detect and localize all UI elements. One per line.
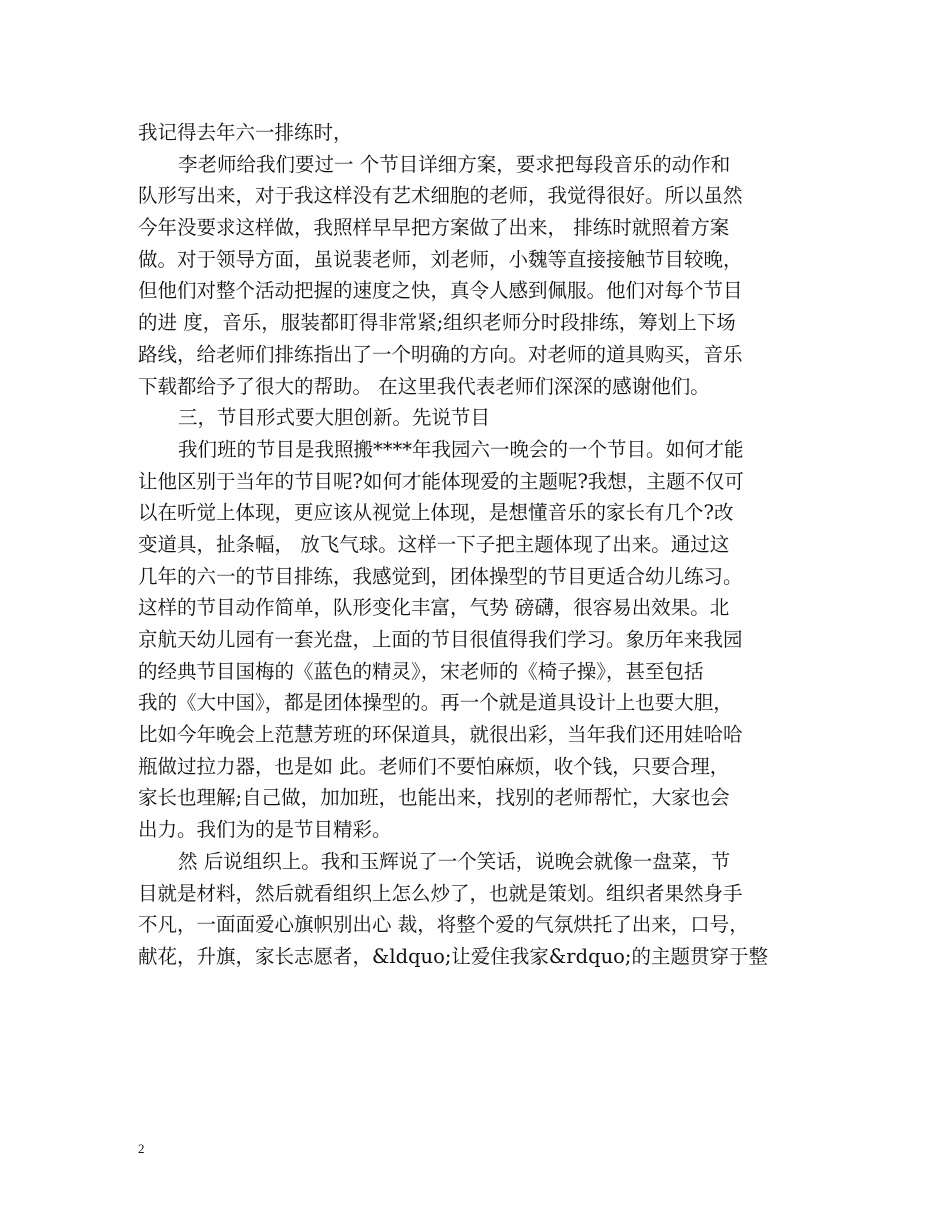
text-line: 今年没要求这样做，我照样早早把方案做了出来， 排练时就照着方案 xyxy=(138,216,730,240)
text-line: 比如今年晚会上范慧芳班的环保道具，就很出彩，当年我们还用娃哈哈 xyxy=(138,723,743,747)
text-line: 变道具，扯条幅， 放飞气球。这样一下子把主题体现了出来。通过这 xyxy=(138,532,730,556)
text-line: 以在听觉上体现，更应该从视觉上体现，是想懂音乐的家长有几个?改 xyxy=(138,501,734,525)
document-body xyxy=(138,117,828,973)
text-line: 出力。我们为的是节目精彩。 xyxy=(138,818,392,842)
text-line: 队形写出来，对于我这样没有艺术细胞的老师，我觉得很好。所以虽然 xyxy=(138,184,743,208)
text-line: 这样的节目动作简单，队形变化丰富，气势 磅礴，很容易出效果。北 xyxy=(138,596,730,620)
text-line: 京航天幼儿园有一套光盘，上面的节目很值得我们学习。象历年来我园 xyxy=(138,628,743,651)
text-line: 的进 度，音乐，服装都盯得非常紧;组织老师分时段排练，筹划上下场 xyxy=(138,311,736,335)
text-line: 的经典节目国梅的《蓝色的精灵》，宋老师的《椅子操》，甚至包括 xyxy=(138,659,704,683)
text-line: 李老师给我们要过一 个节目详细方案，要求把每段音乐的动作和 xyxy=(178,152,731,176)
text-line: 几年的六一的节目排练，我感觉到，团体操型的节目更适合幼儿练习。 xyxy=(138,564,743,588)
text-line: 路线，给老师们排练指出了一个明确的方向。对老师的道具购买，音乐 xyxy=(138,342,743,366)
text-line: 我们班的节目是我照搬****年我园六一晚会的一个节目。如何才能 xyxy=(178,437,744,461)
text-line: 目就是材料，然后就看组织上怎么炒了，也就是策划。组织者果然身手 xyxy=(138,881,743,905)
text-line: 让他区别于当年的节目呢?如何才能体现爱的主题呢?我想，主题不仅可 xyxy=(138,469,744,493)
text-line: 不凡，一面面爱心旗帜别出心 裁，将整个爱的气氛烘托了出来，口号， xyxy=(138,913,749,937)
page-number: 2 xyxy=(138,1141,145,1156)
section-heading: 三，节目形式要大胆创新。先说节目 xyxy=(178,406,491,430)
text-line: 我记得去年六一排练时， xyxy=(138,121,353,144)
text-line: 但他们对整个活动把握的速度之快，真令人感到佩服。他们对每个节目 xyxy=(138,279,743,303)
text-line: 下载都给予了很大的帮助。 在这里我代表老师们深深的感谢他们。 xyxy=(138,374,710,398)
text-line: 我的《大中国》，都是团体操型的。再一个就是道具设计上也要大胆， xyxy=(138,691,733,715)
text-line: 献花，升旗，家长志愿者，&ldquo;让爱住我家&rdquo;的主题贯穿于整 xyxy=(138,944,768,968)
text-line: 然 后说组织上。我和玉辉说了一个笑话，说晚会就像一盘菜，节 xyxy=(178,849,731,873)
text-line: 瓶做过拉力器，也是如 此。老师们不要怕麻烦，收个钱，只要合理， xyxy=(138,754,730,778)
text-line: 做。对于领导方面，虽说裴老师，刘老师，小魏等直接接触节目较晚， xyxy=(138,247,743,271)
text-line: 家长也理解;自己做，加加班，也能出来，找别的老师帮忙，大家也会 xyxy=(138,786,730,810)
